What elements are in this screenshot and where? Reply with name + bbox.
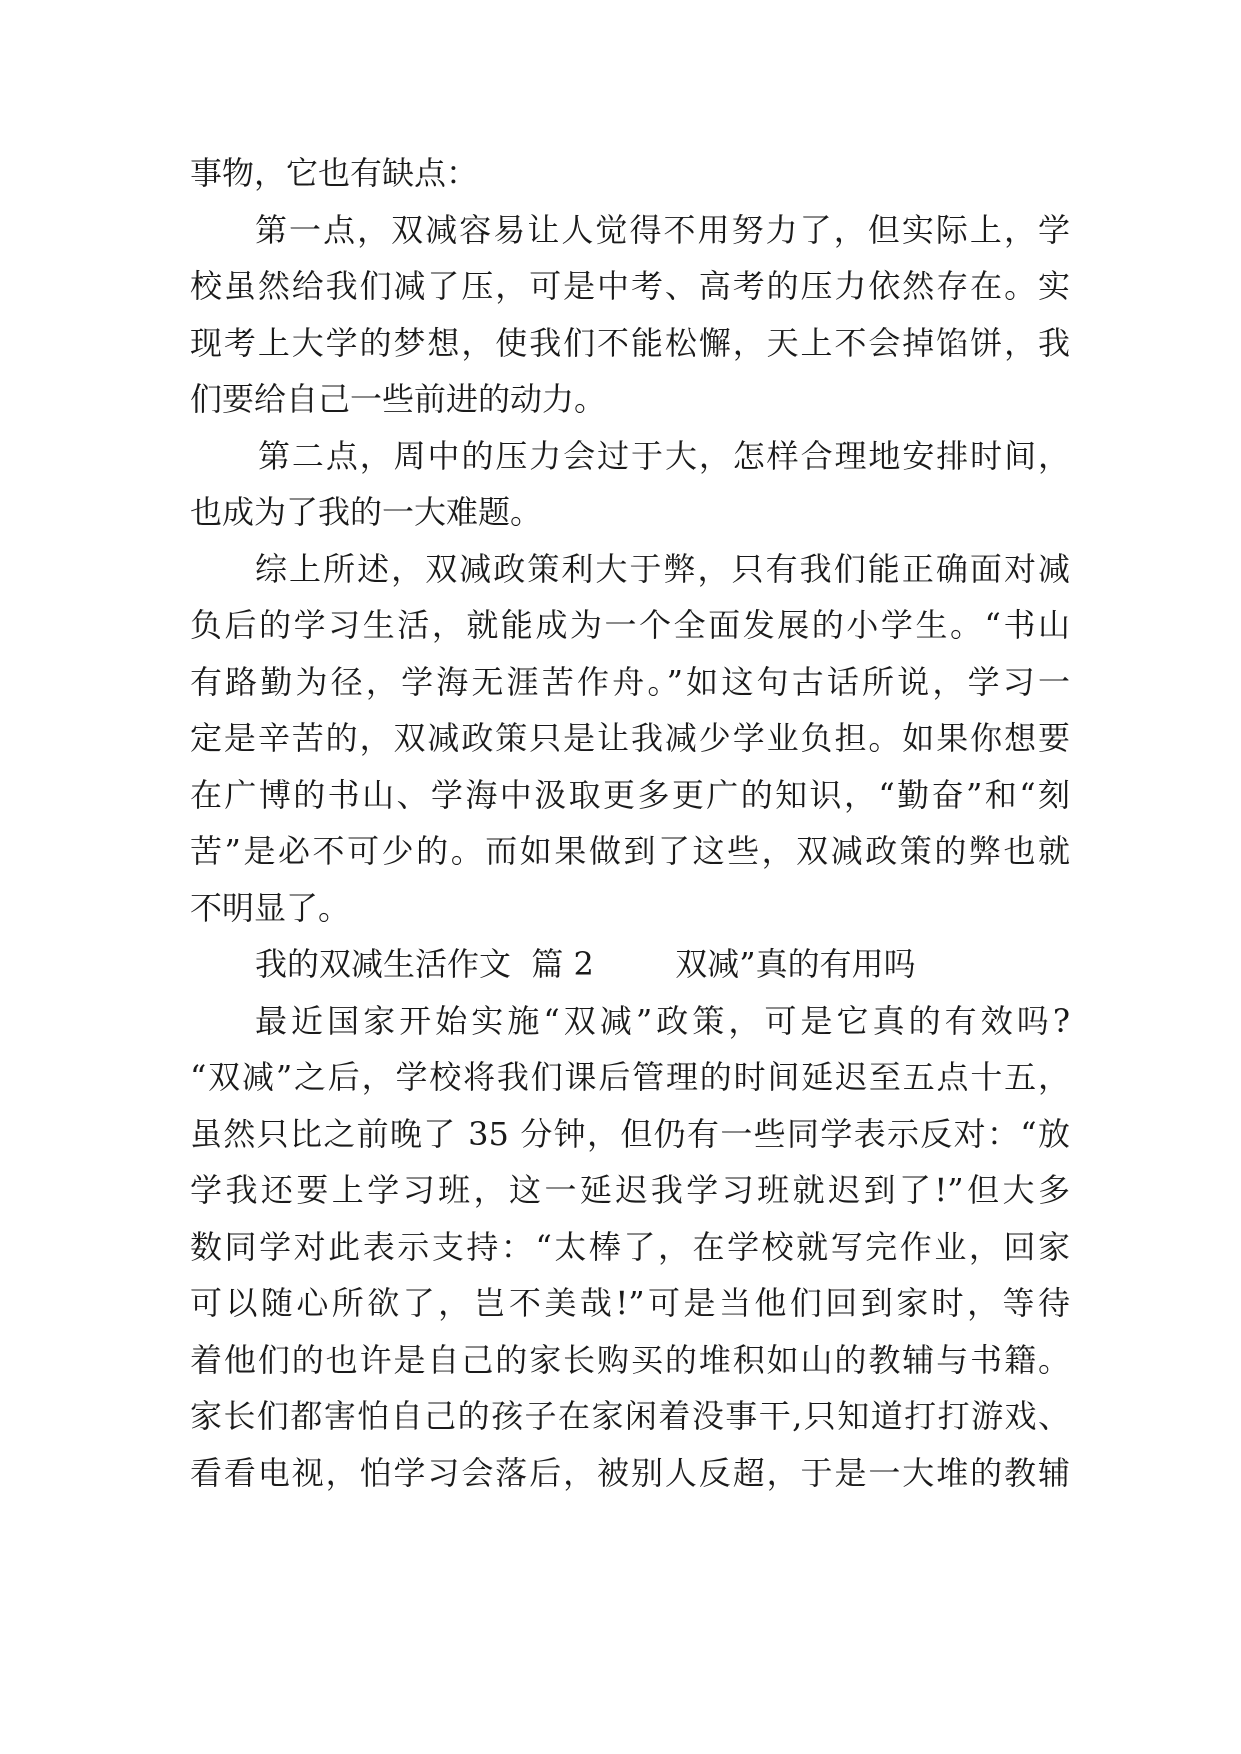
text-line: 们要给自己一些前进的动力。 <box>190 380 607 418</box>
text-line: 事物，它也有缺点： <box>190 154 479 192</box>
text-line: 在广博的书山、学海中汲取更多更广的知识，“勤奋”和“刻 <box>190 776 1070 814</box>
text-line: 有路勤为径，学海无涯苦作舟。”如这句古话所说，学习一 <box>190 663 1070 701</box>
text-line: 不明显了。 <box>190 889 351 927</box>
section-heading: 我的双减生活作文 篇 2 双减”真的有用吗 <box>255 945 916 983</box>
text-line: 现考上大学的梦想，使我们不能松懈，天上不会掉馅饼，我 <box>190 324 1070 362</box>
text-line: 家长们都害怕自己的孩子在家闲着没事干,只知道打打游戏、 <box>190 1397 1070 1435</box>
text-line: 看看电视，怕学习会落后，被别人反超，于是一大堆的教辅 <box>190 1454 1070 1492</box>
text-line: 数同学对此表示支持：“太棒了，在学校就写完作业，回家 <box>190 1228 1070 1266</box>
text-line: 校虽然给我们减了压，可是中考、高考的压力依然存在。实 <box>190 267 1070 305</box>
text-line: 最近国家开始实施“双减”政策，可是它真的有效吗? <box>255 1002 1070 1040</box>
text-line: 第二点，周中的压力会过于大，怎样合理地安排时间， <box>258 437 1070 475</box>
text-line: 负后的学习生活，就能成为一个全面发展的小学生。“书山 <box>190 606 1070 644</box>
text-line: 定是辛苦的，双减政策只是让我减少学业负担。如果你想要 <box>190 719 1070 757</box>
text-line: 可以随心所欲了，岂不美哉!”可是当他们回到家时，等待 <box>190 1284 1070 1322</box>
text-line: 学我还要上学习班，这一延迟我学习班就迟到了!”但大多 <box>190 1171 1070 1209</box>
text-line: 苦”是必不可少的。而如果做到了这些，双减政策的弊也就 <box>190 832 1070 870</box>
text-line: 综上所述，双减政策利大于弊，只有我们能正确面对减 <box>255 550 1070 588</box>
text-line: 也成为了我的一大难题。 <box>190 493 543 531</box>
text-line: 虽然只比之前晚了 35 分钟，但仍有一些同学表示反对：“放 <box>190 1115 1070 1153</box>
text-line: 着他们的也许是自己的家长购买的堆积如山的教辅与书籍。 <box>190 1341 1070 1379</box>
text-line: 第一点，双减容易让人觉得不用努力了，但实际上，学 <box>255 211 1070 249</box>
text-line: “双减”之后，学校将我们课后管理的时间延迟至五点十五， <box>190 1058 1070 1096</box>
